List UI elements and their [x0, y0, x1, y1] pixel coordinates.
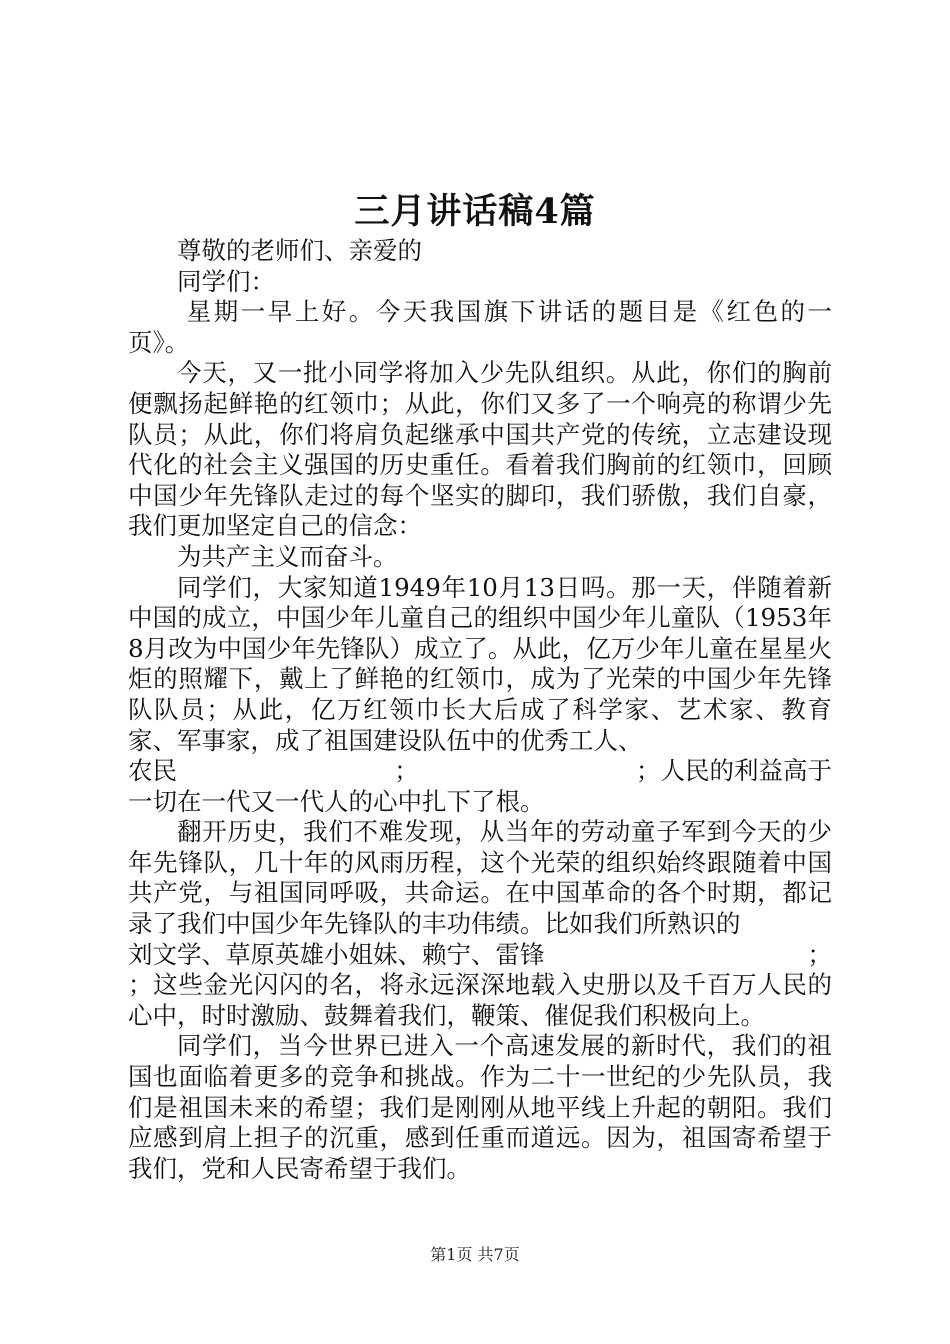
text-farmer: 农民 [128, 756, 177, 786]
document-body [128, 236, 832, 1184]
paragraph-join: 今天，又一批小同学将加入少先队组织。从此，你们的胸前便飘扬起鲜艳的红领巾；从此，你们又多了一个响亮的称谓少先队员；从此，你们将肩负起继承中国共产党的传统，立志建设现代化的社会主义强国的历史重任。看着我们胸前的红领巾，回顾中国少年先锋队走过的每个坚实的脚印，我们骄傲，我们自豪，我们更加坚定自己的信念： [128, 358, 832, 541]
text-semicolon-2: ； [807, 939, 832, 969]
page-footer: 第1页 共7页 [430, 1245, 520, 1264]
salutation-line-1: 尊敬的老师们、亲爱的 [177, 236, 422, 265]
text-semicolon: ； [394, 756, 419, 786]
text-heroes: 刘文学、草原英雄小姐妹、赖宁、雷锋 [128, 939, 545, 969]
paragraph-future: 同学们，当今世界已进入一个高速发展的新时代，我们的祖国也面临着更多的竞争和挑战。作为二十一世纪的少先队员，我们是祖国未来的希望；我们是刚刚从地平线上升起的朝阳。我们应感到肩上担子的沉重，感到任重而道远。因为，祖国寄希望于我们，党和人民寄希望于我们。 [128, 1031, 832, 1183]
paragraph-history-b [128, 756, 832, 787]
document-title: 三月讲话稿4篇 [354, 191, 596, 232]
paragraph-heritage-b [128, 940, 832, 971]
text-people-interest: ；人民的利益高于 [636, 756, 832, 786]
salutation-line-2: 同学们： [177, 266, 275, 296]
paragraph-heritage-c: ；这些金光闪闪的名，将永远深深地载入史册以及千百万人民的心中，时时激励、鼓舞着我们，鞭策、催促我们积极向上。 [128, 970, 832, 1030]
paragraph-history-c: 一切在一代又一代人的心中扎下了根。 [128, 786, 545, 816]
paragraph-history-a: 同学们，大家知道1949年10月13日吗。那一天，伴随着新中国的成立，中国少年儿童自己的组织中国少年儿童队（1953年8月改为中国少年先锋队）成立了。从此，亿万少年儿童在星星火炬的照耀下，戴上了鲜艳的红领巾，成为了光荣的中国少年先锋队队员；从此，亿万红领巾长大后成了科学家、艺术家、教育家、军事家，成了祖国建设队伍中的优秀工人、 [128, 572, 832, 755]
paragraph-heritage-a: 翻开历史，我们不难发现，从当年的劳动童子军到今天的少年先锋队，几十年的风雨历程，这个光荣的组织始终跟随着中国共产党，与祖国同呼吸，共命运。在中国革命的各个时期，都记录了我们中国少年先锋队的丰功伟绩。比如我们所熟识的 [128, 817, 832, 939]
paragraph-greeting: 星期一早上好。今天我国旗下讲话的题目是《红色的一页》。 [128, 297, 832, 357]
paragraph-motto: 为共产主义而奋斗。 [177, 541, 398, 571]
